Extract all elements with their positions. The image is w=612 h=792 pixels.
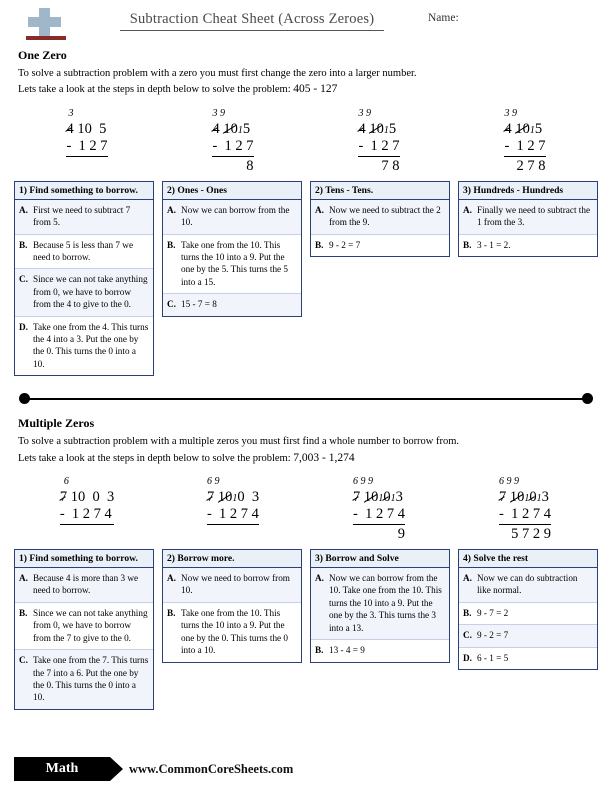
section-divider [14, 390, 598, 408]
step-text: Now we can borrow from the 10. Take one from the 10. This turns the 10 into a 9. Put the one by the 3. This turns the 3 into a 13. [329, 573, 442, 633]
step-letter: A. [463, 204, 472, 215]
section-one-zero [14, 48, 598, 376]
subject-badge: Math [14, 757, 110, 781]
page-header [14, 8, 598, 42]
step-letter: A. [463, 573, 472, 584]
step-text: Now we can do subtraction like normal. [477, 573, 578, 596]
step-header: 3) Hundreds - Hundreds [458, 181, 598, 200]
step-text: 9 - 2 = 7 [477, 630, 509, 641]
step-letter: C. [19, 655, 28, 666]
step-letter: A. [19, 204, 28, 215]
logo [14, 8, 76, 42]
section-two-line2-prefix: Lets take a look at the steps in depth below to solve the problem: [18, 452, 291, 464]
page-title: Subtraction Cheat Sheet (Across Zeroes) [120, 11, 385, 31]
section-one-problem-row [14, 108, 598, 175]
problem-step: 6 9 7 1010 3 - 1 2 7 4 [160, 476, 306, 543]
footer-url: www.CommonCoreSheets.com [129, 761, 294, 776]
step-column [14, 549, 154, 710]
step-column [162, 181, 302, 377]
step-letter: B. [463, 607, 472, 618]
step-letter: D. [19, 321, 28, 332]
step-letter: A. [315, 573, 324, 584]
section-two-steps [14, 549, 598, 710]
step-letter: B. [19, 239, 28, 250]
problem-step: 3 9 4 1015 - 1 2 7 2 7 8 [504, 107, 546, 174]
step-text: Take one from the 10. This turns the 10 into a 9. Put the one by the 5. This turns the 5 into a 15. [181, 239, 289, 287]
step-text: 13 - 4 = 9 [329, 645, 365, 656]
step-header: 2) Tens - Tens. [310, 181, 450, 200]
step-letter: C. [463, 630, 472, 641]
step-text: 3 - 1 = 2. [477, 239, 511, 250]
step-text: Since we can not take anything from 0, we have to borrow from the 4 to give to the 0. [33, 274, 148, 310]
step-text: 9 - 7 = 2 [477, 607, 509, 618]
step-text: 6 - 1 = 5 [477, 652, 509, 663]
problem-step: 3 9 4 1015 - 1 2 7 7 8 [358, 107, 400, 174]
section-one-heading: One Zero [18, 48, 67, 62]
step-header: 1) Find something to borrow. [14, 549, 154, 568]
step-text: Because 5 is less than 7 we need to borrow. [33, 239, 134, 262]
section-one-steps [14, 181, 598, 377]
step-header: 2) Borrow more. [162, 549, 302, 568]
section-one-line2 [18, 82, 598, 98]
step-text: Finally we need to subtract the 1 from the 3. [477, 204, 591, 228]
section-two-heading: Multiple Zeros [18, 416, 95, 431]
step-letter: B. [315, 645, 324, 656]
step-column [14, 181, 154, 377]
step-letter: D. [463, 652, 472, 663]
step-header: 4) Solve the rest [458, 549, 598, 568]
step-column [310, 549, 450, 710]
section-one-line1: To solve a subtraction problem with a zero you must first change the zero into a larger number. [18, 68, 417, 79]
step-header: 2) Ones - Ones [162, 181, 302, 200]
section-two-line1: To solve a subtraction problem with a multiple zeros you must first find a whole number to borrow from. [18, 436, 460, 448]
step-column [310, 181, 450, 377]
step-letter: B. [19, 607, 28, 618]
step-text: 15 - 7 = 8 [181, 299, 217, 310]
step-column [162, 549, 302, 710]
step-column [458, 181, 598, 377]
step-letter: B. [315, 239, 324, 250]
step-letter: C. [19, 274, 28, 285]
step-header: 3) Borrow and Solve [310, 549, 450, 568]
page-footer [14, 756, 598, 782]
section-one-problem: 405 - 127 [293, 83, 338, 96]
step-text: First we need to subtract 7 from 5. [33, 204, 131, 228]
section-two-problem-row [14, 476, 598, 543]
problem-step: 6 7 10 0 3 - 1 2 7 4 [14, 476, 160, 543]
step-letter: A. [167, 573, 176, 584]
step-text: Now we need to subtract the 2 from the 9. [329, 204, 441, 228]
step-letter: A. [19, 573, 28, 584]
step-text: Since we can not take anything from 0, we have to borrow from the 7 to give to the 0. [33, 607, 148, 643]
problem-step: 6 9 9 7 101013 - 1 2 7 4 9 [353, 476, 405, 543]
problem-step: 3 4 10 5 - 1 2 7 [14, 108, 160, 175]
footer-arrow-icon [110, 757, 123, 781]
section-multiple-zeros [14, 416, 598, 709]
step-letter: B. [167, 607, 176, 618]
step-text: Because 4 is more than 3 we need to borrow. [33, 573, 139, 596]
step-text: Now we need to borrow from 10. [181, 573, 290, 596]
step-letter: A. [315, 204, 324, 215]
step-column [458, 549, 598, 710]
step-letter: A. [167, 204, 176, 215]
step-letter: B. [167, 239, 176, 250]
step-header: 1) Find something to borrow. [14, 181, 154, 200]
name-field-label: Name: [428, 12, 459, 24]
problem-step: 6 9 9 7 101013 - 1 2 7 4 5 7 2 9 [499, 476, 551, 543]
step-letter: B. [463, 239, 472, 250]
section-two-line2 [18, 451, 598, 467]
step-text: 9 - 2 = 7 [329, 239, 361, 250]
step-text: Take one from the 7. This turns the 7 into a 6. Put the one by the 0. This turns the 0 into a 10. [33, 655, 149, 703]
step-text: Now we can borrow from the 10. [181, 204, 290, 228]
section-one-line2-prefix: Lets take a look at the steps in depth below to solve the problem: [18, 84, 291, 96]
section-two-problem: 7,003 - 1,274 [293, 451, 355, 464]
page-title-wrap [76, 8, 428, 31]
step-text: Take one from the 4. This turns the 4 into a 3. Put the one by the 0. This turns the 0 into a 10. [33, 321, 149, 369]
step-letter: C. [167, 299, 176, 310]
step-text: Take one from the 10. This turns the 10 into a 9. Put the one by the 0. This turns the 0 into a 10. [181, 607, 289, 656]
problem-step: 3 9 4 1015 - 1 2 7 8 [212, 107, 254, 174]
